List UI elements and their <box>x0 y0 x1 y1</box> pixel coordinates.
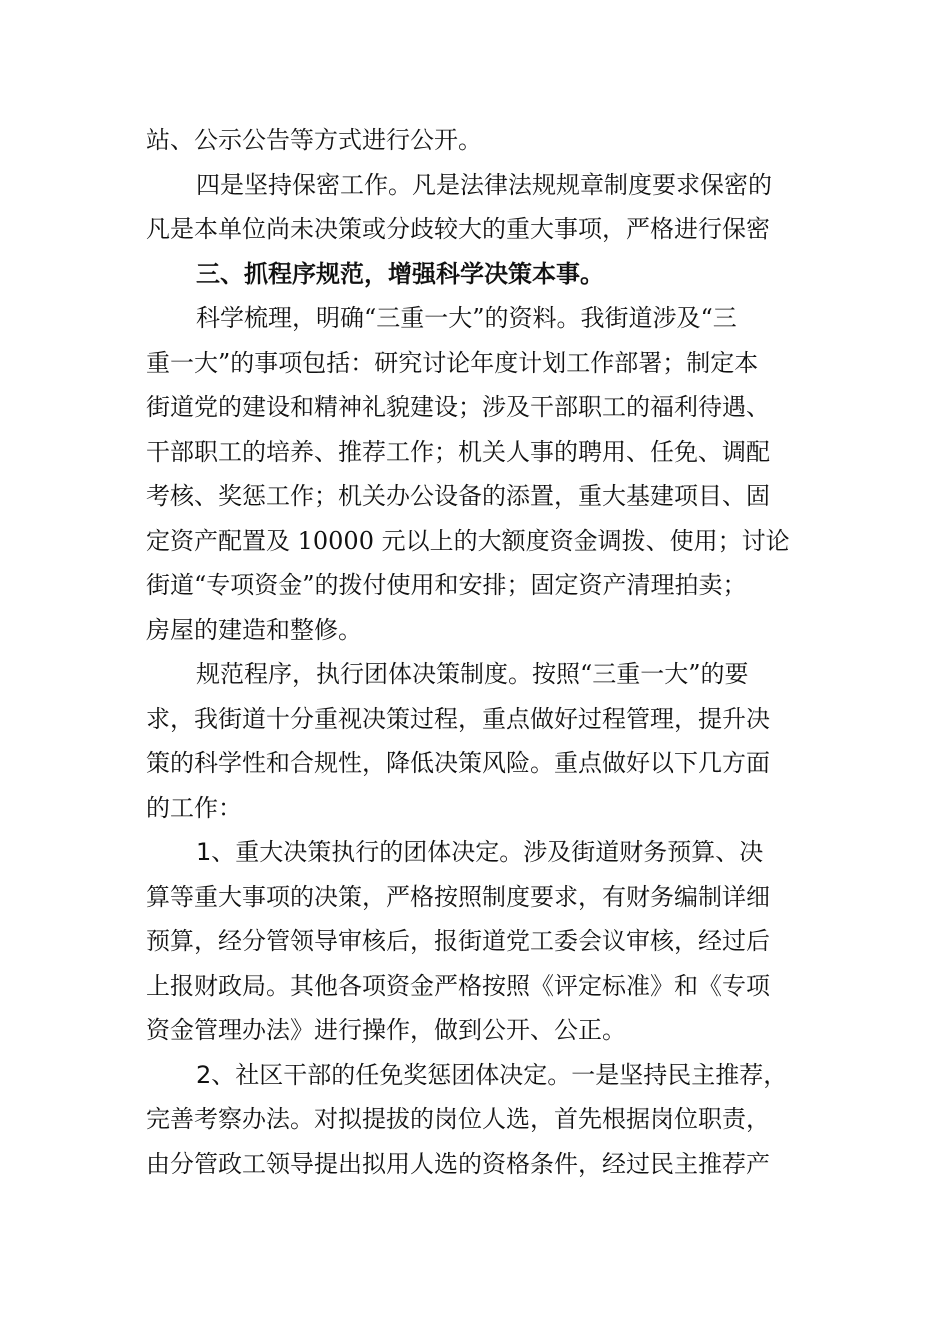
paragraph-rest: 一是坚持民主推荐， <box>571 1060 788 1089</box>
text-line: 策的科学性和合规性，降低决策风险。重点做好以下几方面 <box>146 749 770 777</box>
document-page <box>146 118 836 1186</box>
text-line: 街道“专项资金”的拨付使用和安排；固定资产清理拍卖； <box>146 571 747 599</box>
text-line: 科学梳理，明确“三重一大”的资料。我街道涉及“三 <box>196 304 737 332</box>
paragraph-lead: 四是坚持保密工作。 <box>196 170 412 199</box>
paragraph-6 <box>146 1053 836 1187</box>
text-line: 求，我街道十分重视决策过程，重点做好过程管理，提升决 <box>146 704 770 733</box>
text-line: 房屋的建造和整修。 <box>146 615 362 644</box>
text-line: 规范程序，执行团体决策制度。按照“三重一大”的要 <box>196 660 749 688</box>
text-line: 预算，经分管领导审核后，报街道党工委会议审核，经过后 <box>146 927 770 955</box>
text-line: 街道党的建设和精神礼貌建设；涉及干部职工的福利待遇、 <box>146 393 770 421</box>
paragraph-lead: 2、社区干部的任免奖惩团体决定。 <box>196 1060 572 1089</box>
text-line <box>146 830 836 875</box>
text-line <box>146 163 836 208</box>
paragraph-3 <box>146 296 836 652</box>
text-line: 由分管政工领导提出拟用人选的资格条件，经过民主推荐产 <box>146 1149 770 1178</box>
text-line: 考核、奖惩工作；机关办公设备的添置，重大基建项目、固 <box>146 482 770 510</box>
text-line: 资金管理办法》进行操作，做到公开、公正。 <box>146 1016 626 1044</box>
text-line: 的工作： <box>146 793 242 822</box>
text-line: 上报财政局。其他各项资金严格按照《评定标准》和《专项 <box>146 971 770 1000</box>
paragraph-2 <box>146 163 836 252</box>
paragraph-rest: 凡是法律法规规章制度要求保密的 <box>412 170 772 199</box>
text-line: 定资产配置及 10000 元以上的大额度资金调拨、使用；讨论 <box>146 526 790 555</box>
text-line <box>146 1053 836 1098</box>
text-line: 重一大”的事项包括：研究讨论年度计划工作部署；制定本 <box>146 348 759 377</box>
paragraph-lead: 1、重大决策执行的团体决定。 <box>196 838 524 866</box>
paragraph-4 <box>146 652 836 830</box>
paragraph-rest: 涉及街道财务预算、决 <box>523 838 764 866</box>
text-line: 凡是本单位尚未决策或分歧较大的重大事项，严格进行保密 <box>146 215 770 243</box>
paragraph-5 <box>146 830 836 1053</box>
section-heading-3 <box>146 252 836 297</box>
text-line: 完善考察办法。对拟提拔的岗位人选，首先根据岗位职责， <box>146 1105 770 1133</box>
paragraph-1 <box>146 118 836 163</box>
text-line: 站、公示公告等方式进行公开。 <box>146 126 482 154</box>
text-line: 干部职工的培养、推荐工作；机关人事的聘用、任免、调配 <box>146 437 770 466</box>
text-line: 算等重大事项的决策，严格按照制度要求，有财务编制详细 <box>146 882 770 911</box>
section-heading: 三、抓程序规范，增强科学决策本事。 <box>196 259 604 288</box>
